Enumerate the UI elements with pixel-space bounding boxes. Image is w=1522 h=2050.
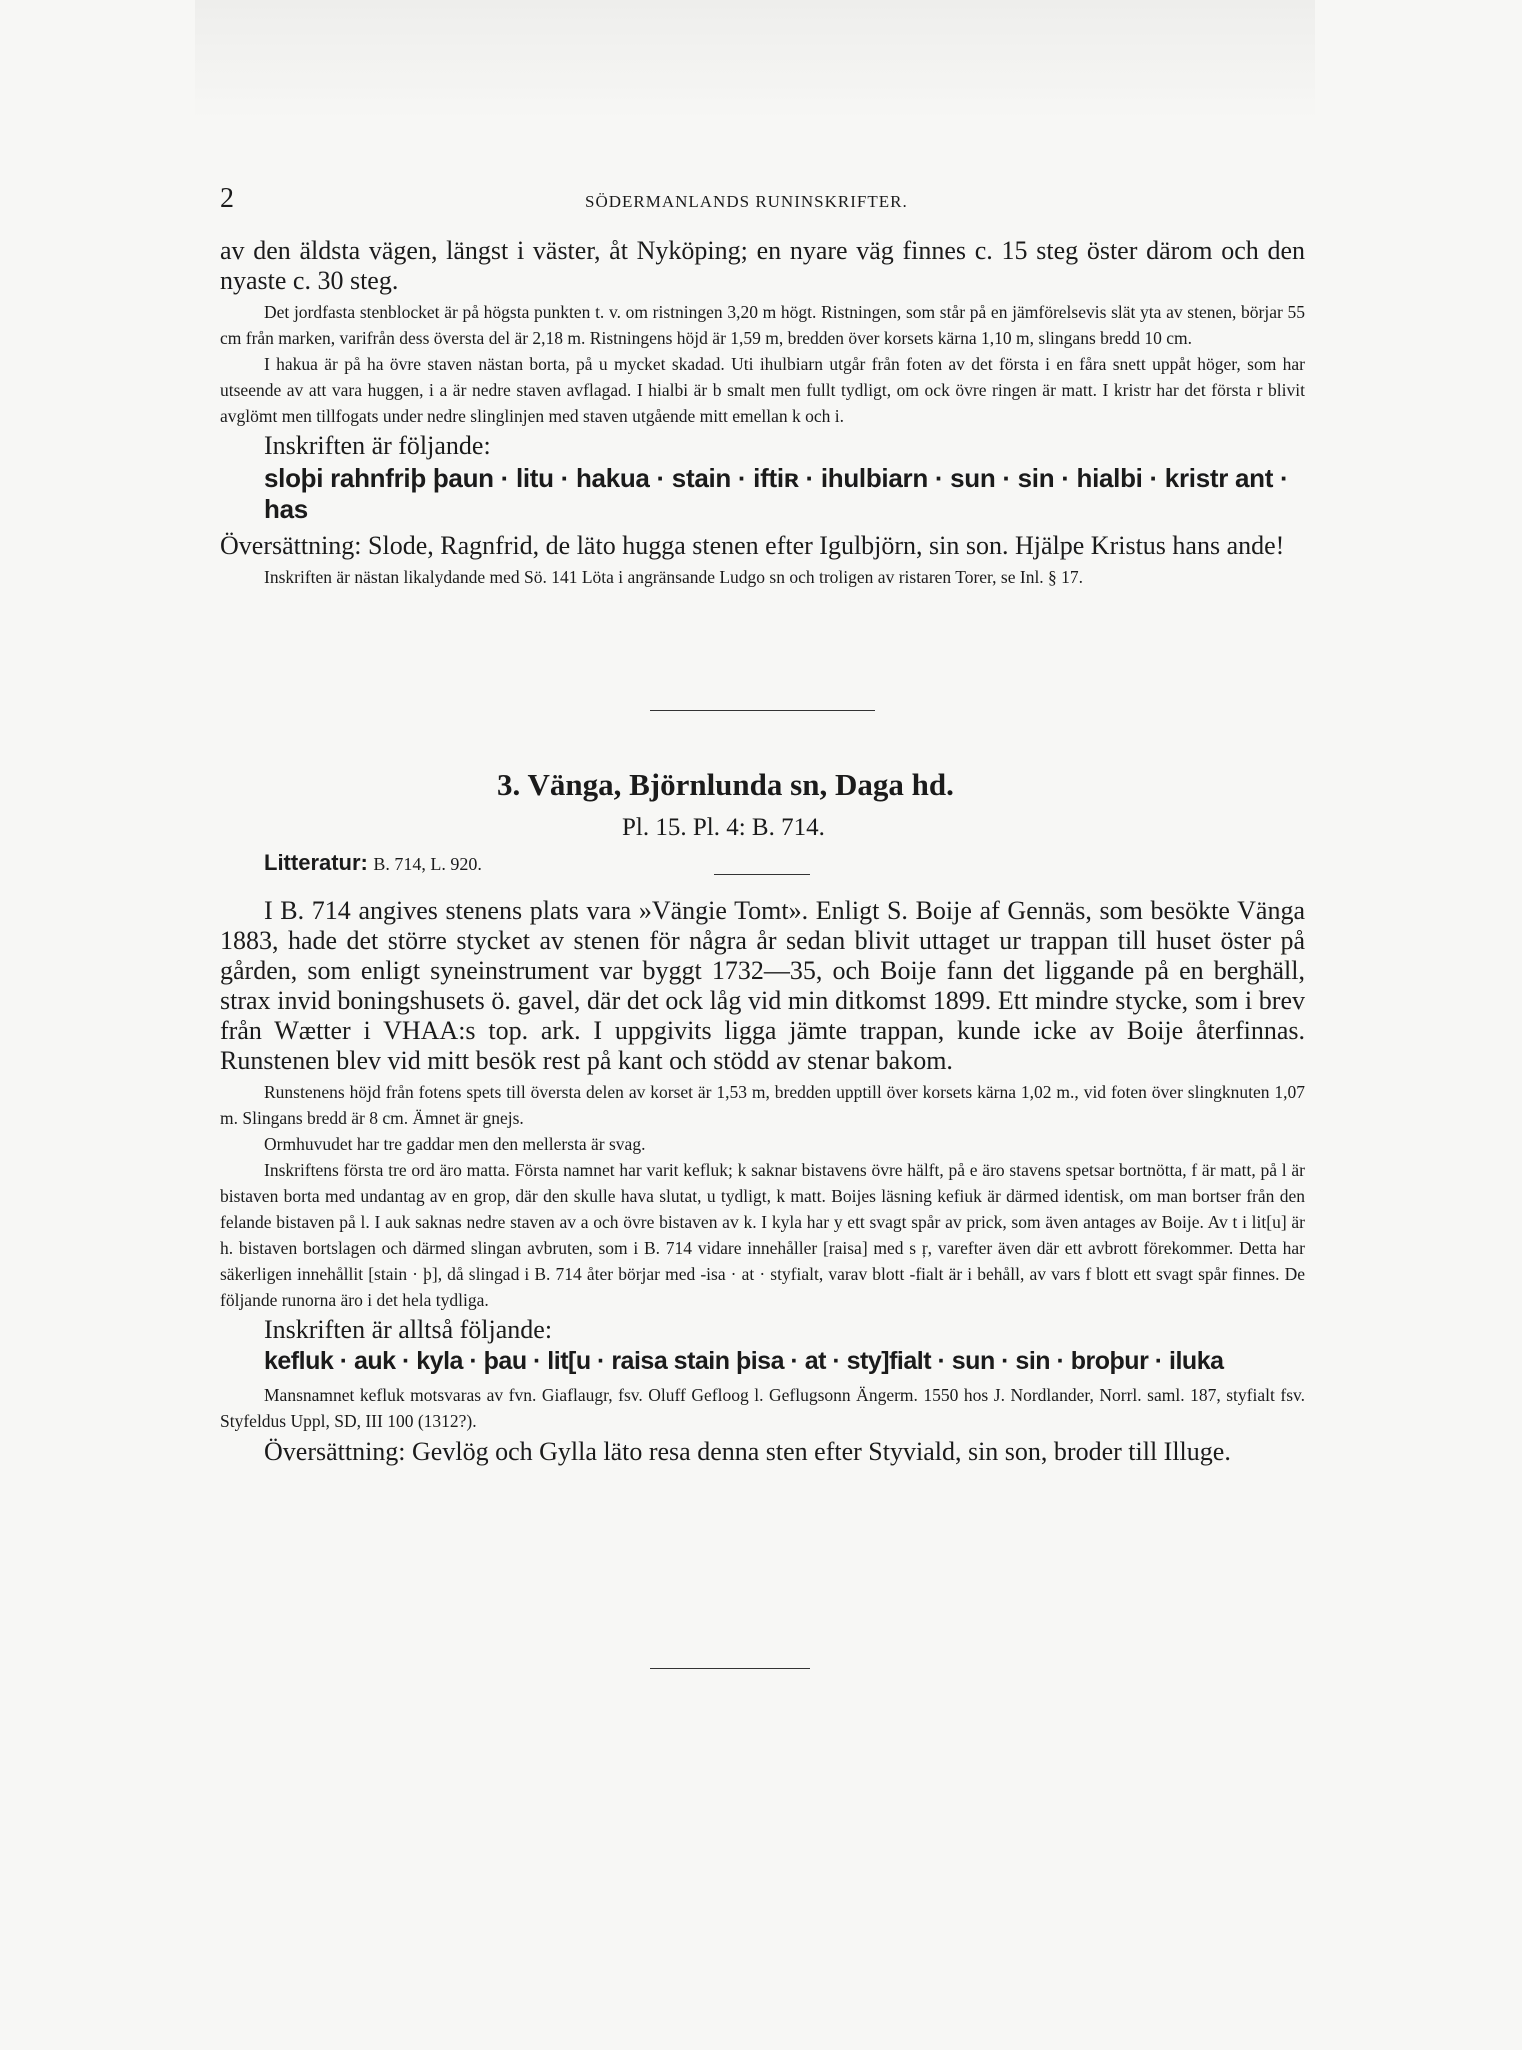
paragraph: av den äldsta vägen, längst i väster, åt Nyköping; en nyare väg finnes c. 15 steg öster därom och den nyaste c. 30 steg. (220, 236, 1305, 295)
page-number: 2 (220, 183, 234, 214)
section-title: 3. Vänga, Björnlunda sn, Daga hd. (497, 767, 954, 802)
lead-line: Inskriften är alltså följande: (264, 1315, 553, 1344)
divider (650, 1668, 810, 1669)
plates-ref: Pl. 15. Pl. 4: B. 714. (622, 814, 825, 841)
transliteration: kefluk · auk · kyla · þau · lit[u · raisa stain þisa · at · sty]fialt · sun · sin · broþur · iluka (264, 1347, 1224, 1375)
translation: Översättning: Gevlög och Gylla läto resa denna sten efter Styviald, sin son, broder till Illuge. (264, 1437, 1231, 1466)
transliteration: sloþi rahnfriþ þaun · litu · hakua · stain · iftiʀ · ihulbiarn · sun · sin · hialbi · kristr ant · has (264, 463, 1289, 524)
literature-line (264, 850, 482, 876)
paragraph: I B. 714 angives stenens plats vara »Vängie Tomt». Enligt S. Boije af Gennäs, som besökte Vänga 1883, hade det större stycket av stenen för några år sedan blivit uttaget ur trappan till huset öster på gården, som enligt syneinstrument var byggt 1732—35, och Boije fann det liggande på en berghäll, strax invid boningshusets ö. gavel, där det ock låg vid min ditkomst 1899. Ett mindre stycke, som i brev från Wætter i VHAA:s top. ark. I uppgivits ligga jämte trappan, kunde icke av Boije återfinnas. Runstenen blev vid mitt besök rest på kant och stödd av stenar bakom. (220, 896, 1305, 1075)
section-1 (220, 236, 1305, 590)
paragraph: Ormhuvudet har tre gaddar men den mellersta är svag. (264, 1134, 646, 1154)
scan-shading (195, 0, 1315, 120)
paragraph: Mansnamnet kefluk motsvaras av fvn. Giaflaugr, fsv. Oluff Gefloog l. Geflugsonn Ängerm. 1550 hos J. Nordlander, Norrl. saml. 187, styfialt fsv. Styfeldus Uppl, SD, III 100 (1312?). (220, 1385, 1305, 1431)
running-title: SÖDERMANLANDS RUNINSKRIFTER. (585, 192, 908, 211)
literature-label: Litteratur: (264, 850, 368, 875)
lead-line: Inskriften är följande: (264, 431, 491, 460)
paragraph: Runstenens höjd från fotens spets till översta delen av korset är 1,53 m, bredden upptill över korsets kärna 1,02 m., vid foten över slingknuten 1,07 m. Slingans bredd är 8 cm. Ämnet är gnejs. (220, 1082, 1305, 1128)
literature-refs: B. 714, L. 920. (373, 854, 482, 874)
paragraph: I hakua är på ha övre staven nästan borta, på u mycket skadad. Uti ihulbiarn utgår från foten av det första i en fåra snett uppåt höger, som har utseende av att vara huggen, i a är nedre staven avflagad. I hialbi är b smalt men fullt tydligt, om ock övre ringen är matt. I kristr har det första r blivit avglömt men tillfogats under nedre slinglinjen med staven utgående mitt emellan k och i. (220, 354, 1305, 426)
translation: Översättning: Slode, Ragnfrid, de läto hugga stenen efter Igulbjörn, sin son. Hjälpe Kristus hans ande! (220, 531, 1285, 560)
divider (714, 874, 810, 875)
paragraph: Det jordfasta stenblocket är på högsta punkten t. v. om ristningen 3,20 m högt. Ristningen, som står på en jämförelsevis slät yta av stenen, börjar 55 cm från marken, varifrån dess översta del är 2,18 m. Ristningens höjd är 1,59 m, bredden över korsets kärna 1,10 m, slingans bredd 10 cm. (220, 302, 1305, 348)
section-2 (220, 896, 1305, 1467)
paragraph: Inskriftens första tre ord äro matta. Första namnet har varit kefluk; k saknar bistavens övre hälft, på e äro stavens spetsar bortnötta, f är matt, på l är bistaven borta med undantag av en grop, där den skulle hava slutat, u tydligt, k matt. Boijes läsning kefiuk är därmed identisk, om man bortser från den felande bistaven på l. I auk saknas nedre staven av a och övre bistaven av k. I kyla har y ett svagt spår av prick, som även antages av Boije. Av t i lit[u] är h. bistaven bortslagen och därmed slingan avbruten, som i B. 714 vidare innehåller [raisa] med s ŗ, varefter även där ett avbrott förekommer. Detta har säkerligen innehållit [stain · þ], då slingad i B. 714 åter börjar med -isa · at · styfialt, varav blott -fialt är i behåll, av vars f blott ett svagt spår finnes. De följande runorna äro i det hela tydliga. (220, 1160, 1305, 1310)
paragraph: Inskriften är nästan likalydande med Sö. 141 Löta i angränsande Ludgo sn och troligen av ristaren Torer, se Inl. § 17. (264, 567, 1084, 587)
divider (650, 710, 875, 711)
